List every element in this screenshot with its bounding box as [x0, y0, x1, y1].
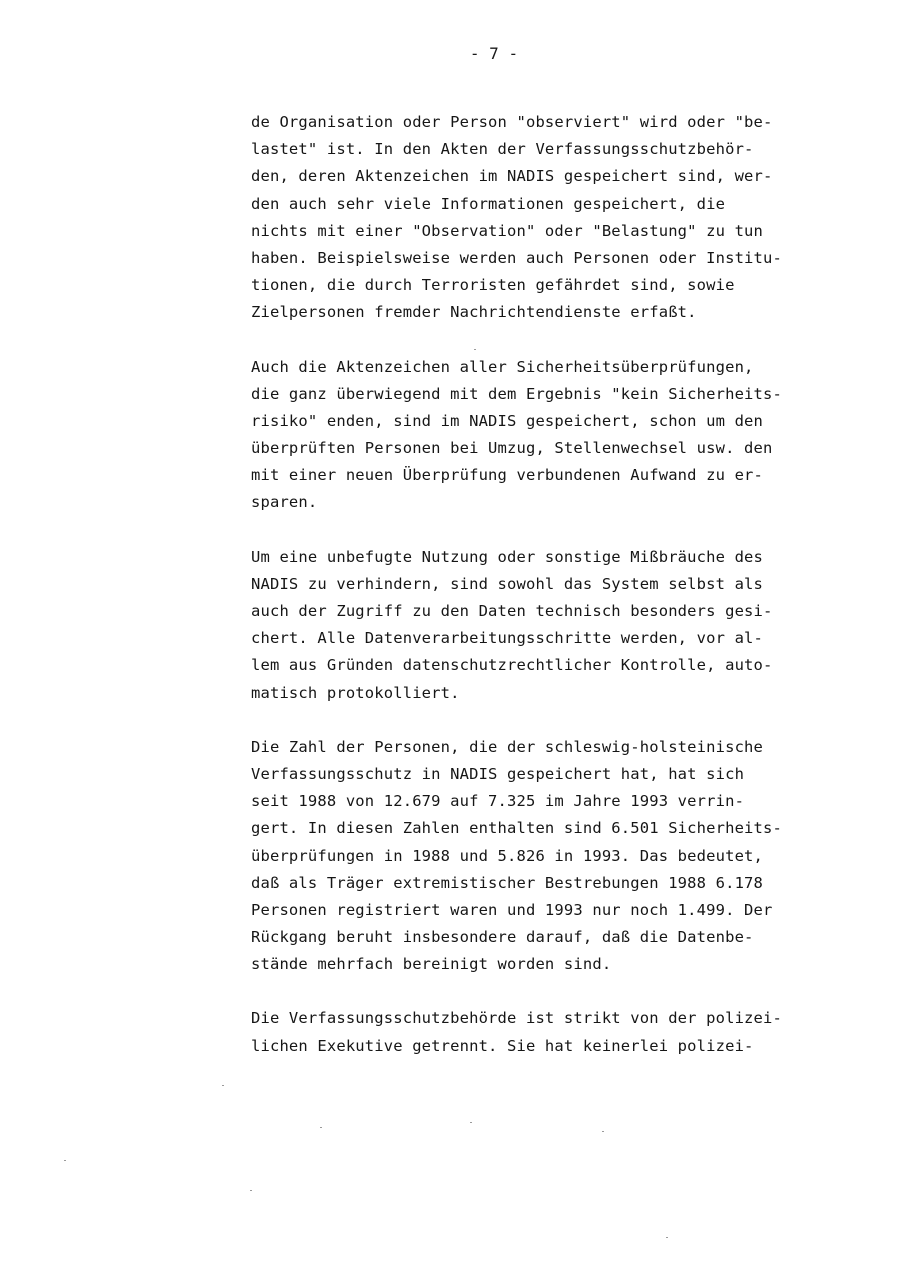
scan-speck: [602, 1131, 604, 1132]
paragraph-3: [251, 544, 871, 707]
body-text: [251, 109, 871, 1087]
scan-speck: [470, 1122, 472, 1123]
scan-speck: [474, 349, 476, 350]
scan-speck: [250, 1190, 252, 1191]
text-line: stände mehrfach bereinigt worden sind.: [251, 955, 612, 974]
text-line: gert. In diesen Zahlen enthalten sind 6.501 Sicherheits-: [251, 819, 782, 838]
text-line: überprüften Personen bei Umzug, Stellenwechsel usw. den: [251, 439, 773, 458]
text-line: lem aus Gründen datenschutzrechtlicher Kontrolle, auto-: [251, 656, 773, 675]
text-line: die ganz überwiegend mit dem Ergebnis "kein Sicherheits-: [251, 384, 782, 403]
paragraph-4: [251, 734, 871, 979]
text-line: überprüfungen in 1988 und 5.826 in 1993. Das bedeutet,: [251, 846, 764, 865]
text-line: den auch sehr viele Informationen gespeichert, die: [251, 194, 726, 213]
scan-speck: [320, 1127, 322, 1128]
text-line: de Organisation oder Person "observiert" wird oder "be-: [251, 113, 773, 131]
scan-speck: [666, 1237, 668, 1238]
text-line: Um eine unbefugte Nutzung oder sonstige Mißbräuche des: [251, 547, 764, 566]
paragraph-1: [251, 109, 871, 327]
text-line: matisch protokolliert.: [251, 683, 460, 702]
text-line: Rückgang beruht insbesondere darauf, daß die Datenbe-: [251, 928, 754, 947]
text-line: chert. Alle Datenverarbeitungsschritte werden, vor al-: [251, 629, 764, 648]
text-line: nichts mit einer "Observation" oder "Belastung" zu tun: [251, 221, 764, 240]
text-line: haben. Beispielsweise werden auch Personen oder Institu-: [251, 248, 782, 267]
text-line: Die Verfassungsschutzbehörde ist strikt von der polizei-: [251, 1009, 782, 1028]
text-line: sparen.: [251, 493, 318, 512]
text-line: Personen registriert waren und 1993 nur noch 1.499. Der: [251, 900, 773, 919]
text-line: NADIS zu verhindern, sind sowohl das System selbst als: [251, 574, 764, 593]
text-line: Die Zahl der Personen, die der schleswig-holsteinische: [251, 737, 764, 756]
scan-speck: [64, 1160, 66, 1161]
text-line: den, deren Aktenzeichen im NADIS gespeichert sind, wer-: [251, 167, 773, 186]
text-line: Verfassungsschutz in NADIS gespeichert hat, hat sich: [251, 764, 745, 783]
page-number: - 7 -: [469, 44, 519, 63]
text-line: lichen Exekutive getrennt. Sie hat keinerlei polizei-: [251, 1036, 754, 1055]
paragraph-2: [251, 354, 871, 517]
text-line: Zielpersonen fremder Nachrichtendienste erfaßt.: [251, 303, 697, 322]
text-line: risiko" enden, sind im NADIS gespeichert, schon um den: [251, 411, 764, 430]
text-line: auch der Zugriff zu den Daten technisch besonders gesi-: [251, 602, 773, 620]
text-line: daß als Träger extremistischer Bestrebungen 1988 6.178: [251, 873, 764, 892]
text-line: lastet" ist. In den Akten der Verfassungsschutzbehör-: [251, 140, 754, 159]
paragraph-5: [251, 1005, 871, 1059]
scan-speck: [222, 1085, 224, 1086]
text-line: Auch die Aktenzeichen aller Sicherheitsüberprüfungen,: [251, 357, 754, 376]
text-line: tionen, die durch Terroristen gefährdet sind, sowie: [251, 276, 735, 295]
text-line: seit 1988 von 12.679 auf 7.325 im Jahre 1993 verrin-: [251, 792, 745, 811]
text-line: mit einer neuen Überprüfung verbundenen Aufwand zu er-: [251, 466, 764, 485]
